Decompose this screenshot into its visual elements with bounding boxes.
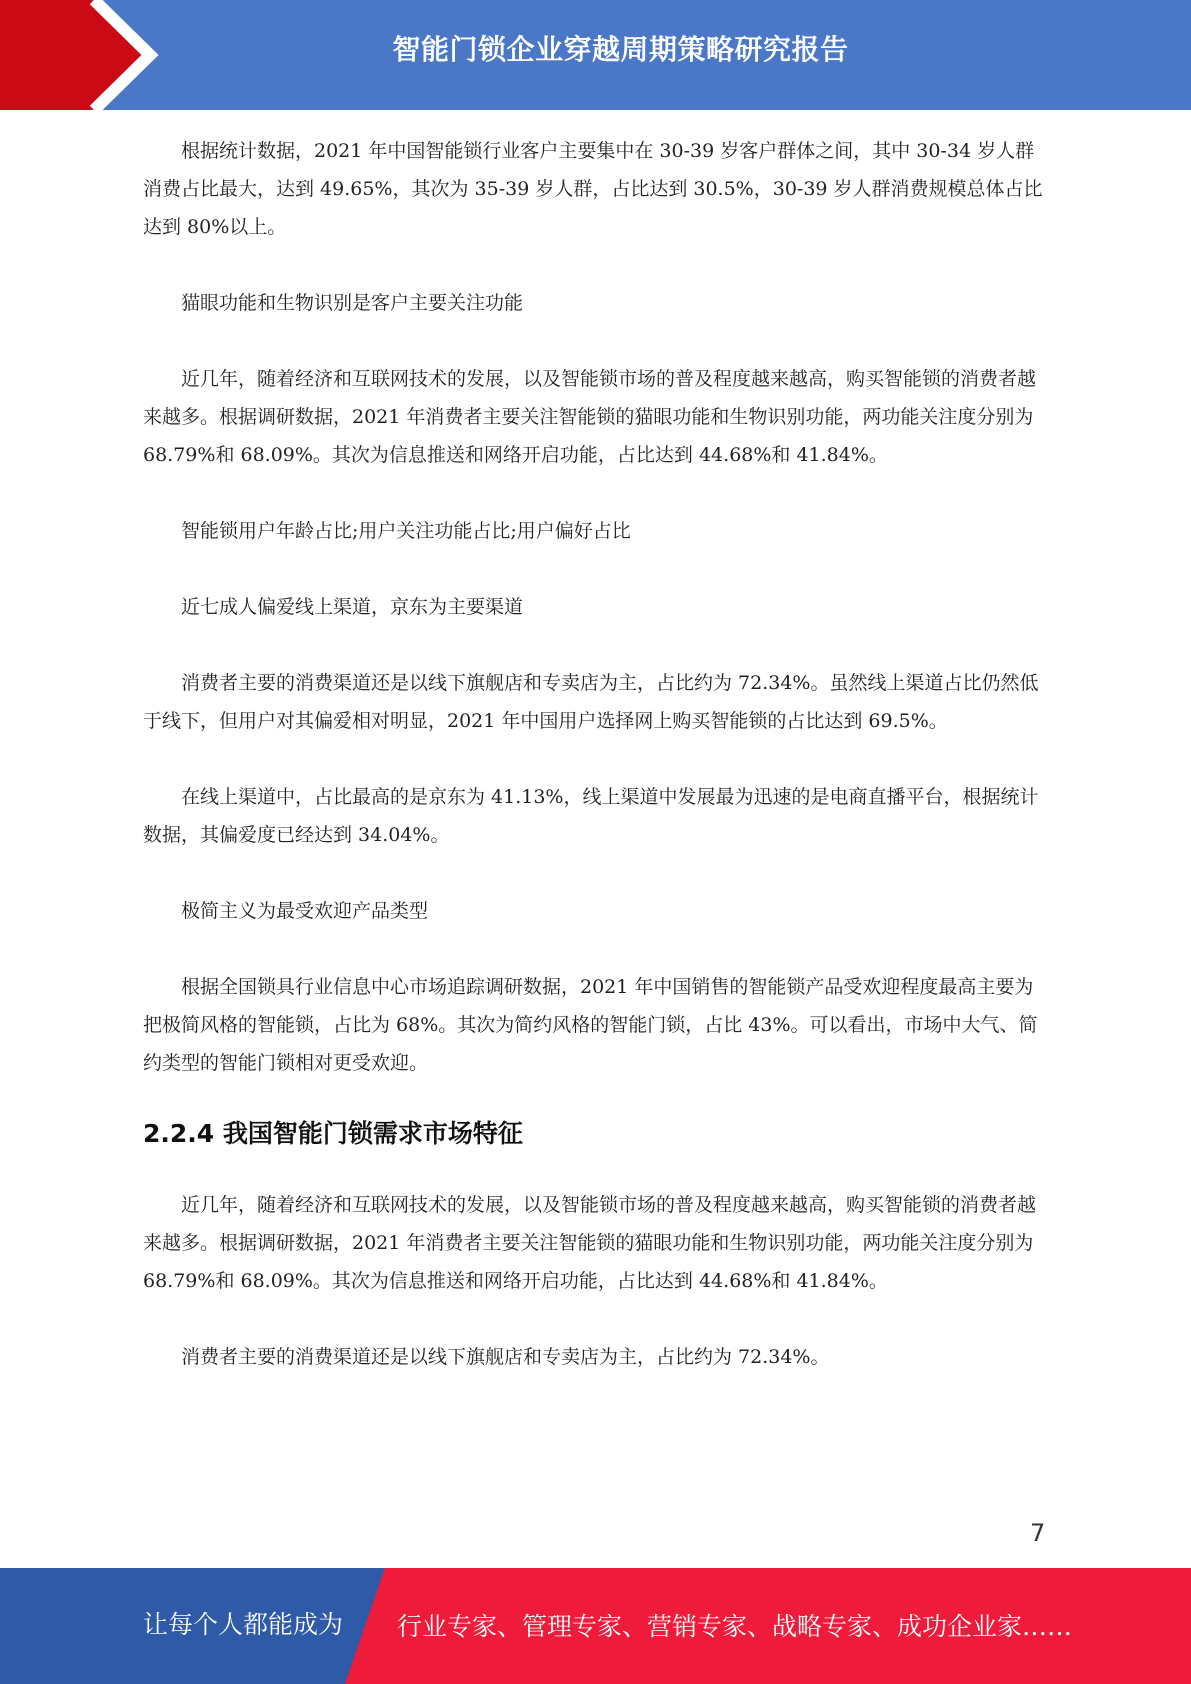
- paragraph-online-platforms: 在线上渠道中，占比最高的是京东为 41.13%，线上渠道中发展最为迅速的是电商直播平台，根据统计数据，其偏爱度已经达到 34.04%。: [143, 786, 1039, 846]
- document-title: 智能门锁企业穿越周期策略研究报告: [392, 33, 849, 66]
- subheading-minimalism: 极简主义为最受欢迎产品类型: [181, 900, 429, 922]
- page-header: [0, 0, 1191, 110]
- page-content: [143, 132, 1048, 1376]
- subheading-focus-features: 猫眼功能和生物识别是客户主要关注功能: [181, 292, 524, 314]
- figure-caption: 智能锁用户年龄占比;用户关注功能占比;用户偏好占比: [181, 520, 631, 542]
- paragraph-age-distribution: 根据统计数据，2021 年中国智能锁行业客户主要集中在 30-39 岁客户群体之间，其中 30-34 岁人群消费占比最大，达到 49.65%，其次为 35-39 岁人群，占比达到 30.5%，30-39 岁人群消费规模总体占比达到 80%以上。: [143, 140, 1043, 238]
- paragraph-product-styles: 根据全国锁具行业信息中心市场追踪调研数据，2021 年中国销售的智能锁产品受欢迎程度最高主要为把极简风格的智能锁，占比为 68%。其次为简约风格的智能门锁，占比 43%。可以看出，市场中大气、简约类型的智能门锁相对更受欢迎。: [143, 976, 1038, 1074]
- page-number: 7: [1030, 1519, 1046, 1547]
- header-red-chevron: [0, 0, 148, 110]
- page-footer: [0, 1568, 1191, 1684]
- paragraph-focus-features: 近几年，随着经济和互联网技术的发展，以及智能锁市场的普及程度越来越高，购买智能锁的消费者越来越多。根据调研数据，2021 年消费者主要关注智能锁的猫眼功能和生物识别功能，两功能关注度分别为 68.79%和 68.09%。其次为信息推送和网络开启功能，占比达到 44.68%和 41.84%。: [143, 368, 1037, 466]
- footer-slogan-right: 行业专家、管理专家、营销专家、战略专家、成功企业家……: [397, 1612, 1073, 1641]
- paragraph-purchase-channels: 消费者主要的消费渠道还是以线下旗舰店和专卖店为主，占比约为 72.34%。虽然线上渠道占比仍然低于线下，但用户对其偏爱相对明显，2021 年中国用户选择网上购买智能锁的占比达到 69.5%。: [143, 672, 1039, 732]
- section-heading: 2.2.4 我国智能门锁需求市场特征: [143, 1119, 523, 1148]
- paragraph-demand-features: 近几年，随着经济和互联网技术的发展，以及智能锁市场的普及程度越来越高，购买智能锁的消费者越来越多。根据调研数据，2021 年消费者主要关注智能锁的猫眼功能和生物识别功能，两功能关注度分别为 68.79%和 68.09%。其次为信息推送和网络开启功能，占比达到 44.68%和 41.84%。: [143, 1194, 1037, 1292]
- paragraph-demand-channels: 消费者主要的消费渠道还是以线下旗舰店和专卖店为主，占比约为 72.34%。: [181, 1346, 830, 1368]
- footer-slogan-left: 让每个人都能成为: [143, 1610, 344, 1639]
- subheading-online-channels: 近七成人偏爱线上渠道，京东为主要渠道: [181, 596, 524, 618]
